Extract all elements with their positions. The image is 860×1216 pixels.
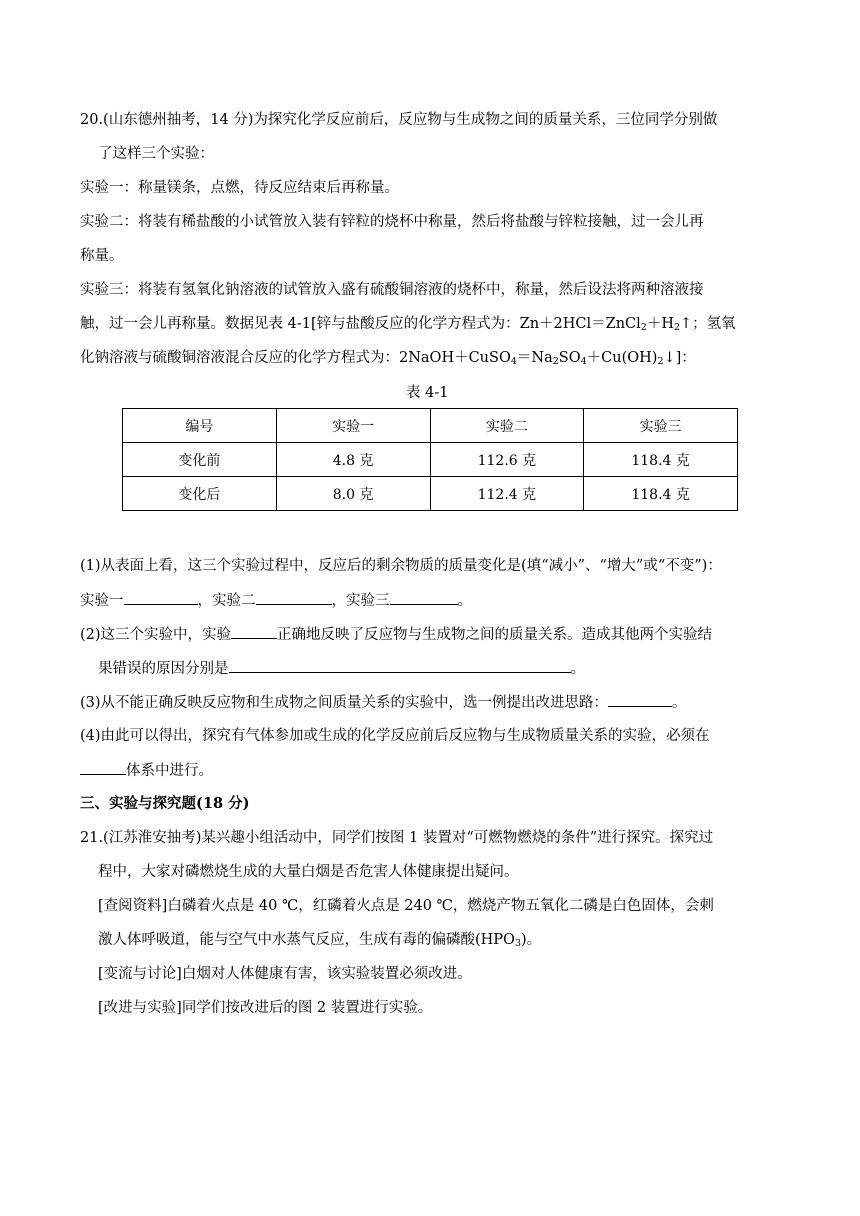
equation-subscript: 2 — [640, 322, 647, 333]
equation-naoh-text-d: ＋Cu(OH) — [586, 350, 658, 366]
equation-naoh-text-c: SO — [558, 350, 581, 366]
equation-zn-text-c: ↑；氢氧 — [680, 316, 736, 332]
table-header-row — [123, 409, 738, 443]
part-2-text-b: 正确地反映了反应物与生成物之间的质量关系。造成其他两个实验结 — [277, 627, 713, 643]
equation-subscript: 2 — [552, 356, 559, 367]
part-4-line-2 — [80, 760, 213, 781]
q21-intro-line-1: 21.(江苏淮安抽考)某兴趣小组活动中，同学们按图 1 装置对“可燃物燃烧的条件”进行探究。探究过 — [80, 830, 714, 846]
equation-subscript: 2 — [673, 322, 681, 333]
equation-zn-text-a: 触，过一会儿再称量。数据见表 4-1[锌与盐酸反应的化学方程式为：Zn＋2HCl＝ZnCl — [80, 316, 641, 332]
part-4-text: 体系中进行。 — [126, 763, 213, 779]
part-2-text-c: 果错误的原因分别是 — [98, 661, 229, 677]
answer-blank-exp1[interactable] — [124, 590, 198, 605]
equation-zn-text-b: ＋H — [646, 316, 674, 332]
section-3-title: 三、实验与探究题(18 分) — [80, 795, 250, 812]
equation-naoh-text-a: 化钠溶液与硫酸铜溶液混合反应的化学方程式为：2NaOH＋CuSO — [80, 350, 511, 366]
reference-text-a: 激人体呼吸道，能与空气中水蒸气反应，生成有毒的偏磷酸(HPO — [98, 932, 515, 948]
table-header-cell: 实验一 — [276, 409, 430, 443]
equation-subscript: 2 — [657, 356, 664, 367]
part-3-text: (3)从不能正确反映反应物和生成物之间质量关系的实验中，选一例提出改进思路： — [80, 695, 609, 711]
table-cell: 4.8 克 — [276, 443, 430, 477]
table-cell: 118.4 克 — [584, 443, 738, 477]
part-1-end: 。 — [457, 593, 472, 609]
part-1-line-1: (1)从表面上看，这三个实验过程中，反应后的剩余物质的质量变化是(填“减小”、“增大”或“不变”)： — [80, 558, 722, 574]
part-3-end: 。 — [672, 695, 687, 711]
table-header-cell: 实验三 — [584, 409, 738, 443]
q20-intro-line-2: 了这样三个实验： — [98, 146, 214, 162]
part-2-line-1 — [80, 624, 712, 645]
formula-subscript: 3 — [514, 938, 521, 949]
equation-subscript: 4 — [510, 356, 517, 367]
experiment-3-line-1: 实验三：将装有氢氧化钠溶液的试管放入盛有硫酸铜溶液的烧杯中，称量，然后设法将两种溶液接 — [80, 282, 704, 298]
part-1-label-exp2: ，实验二 — [197, 593, 256, 609]
answer-blank-correct-experiment[interactable] — [231, 624, 277, 639]
answer-blank-error-reasons[interactable] — [229, 658, 571, 673]
part-1-label-exp3: ，实验三 — [331, 593, 390, 609]
table-header-cell: 实验二 — [430, 409, 584, 443]
part-1-label-exp1: 实验一 — [80, 593, 124, 609]
improvement-line: [改进与实验]同学们按改进后的图 2 装置进行实验。 — [98, 1000, 433, 1016]
table-header-cell: 编号 — [123, 409, 277, 443]
table-row — [123, 477, 738, 511]
answer-blank-system[interactable] — [80, 760, 126, 775]
answer-blank-improvement[interactable] — [608, 692, 672, 707]
answer-blank-exp3[interactable] — [390, 590, 458, 605]
experiment-1-text: 实验一：称量镁条，点燃，待反应结束后再称量。 — [80, 180, 399, 196]
part-1-line-2 — [80, 590, 472, 611]
table-caption: 表 4-1 — [406, 385, 449, 401]
experiment-2-line-1: 实验二：将装有稀盐酸的小试管放入装有锌粒的烧杯中称量，然后将盐酸与锌粒接触，过一会儿再 — [80, 214, 704, 230]
experiment-2-line-2: 称量。 — [80, 248, 124, 264]
answer-blank-exp2[interactable] — [256, 590, 332, 605]
q20-intro-line-1: 20.(山东德州抽考，14 分)为探究化学反应前后，反应物与生成物之间的质量关系，三位同学分别做 — [80, 112, 718, 128]
experiment-3-line-2 — [80, 314, 736, 334]
experiment-3-line-3 — [80, 348, 696, 368]
reference-line-2 — [98, 930, 541, 950]
table-cell: 112.4 克 — [430, 477, 584, 511]
part-3-line — [80, 692, 687, 713]
equation-naoh-text-b: ＝Na — [516, 350, 553, 366]
table-cell: 8.0 克 — [276, 477, 430, 511]
equation-naoh-text-e: ↓]： — [663, 350, 696, 366]
table-cell: 118.4 克 — [584, 477, 738, 511]
part-2-end: 。 — [570, 661, 585, 677]
data-table — [122, 408, 738, 511]
reference-text-b: )。 — [521, 932, 542, 948]
table-row — [123, 443, 738, 477]
q21-intro-line-2: 程中，大家对磷燃烧生成的大量白烟是否危害人体健康提出疑问。 — [98, 864, 519, 880]
part-2-text-a: (2)这三个实验中，实验 — [80, 627, 232, 643]
part-4-line-1: (4)由此可以得出，探究有气体参加或生成的化学反应前后反应物与生成物质量关系的实验，必须在 — [80, 728, 710, 744]
part-2-line-2 — [98, 658, 585, 679]
table-cell: 112.6 克 — [430, 443, 584, 477]
discussion-line: [变流与讨论]白烟对人体健康有害，该实验装置必须改进。 — [98, 966, 472, 982]
table-cell: 变化后 — [123, 477, 277, 511]
equation-subscript: 4 — [580, 356, 587, 367]
table-cell: 变化前 — [123, 443, 277, 477]
reference-line-1: [查阅资料]白磷着火点是 40 ℃，红磷着火点是 240 ℃，燃烧产物五氧化二磷是白色固体，会刺 — [98, 898, 714, 914]
